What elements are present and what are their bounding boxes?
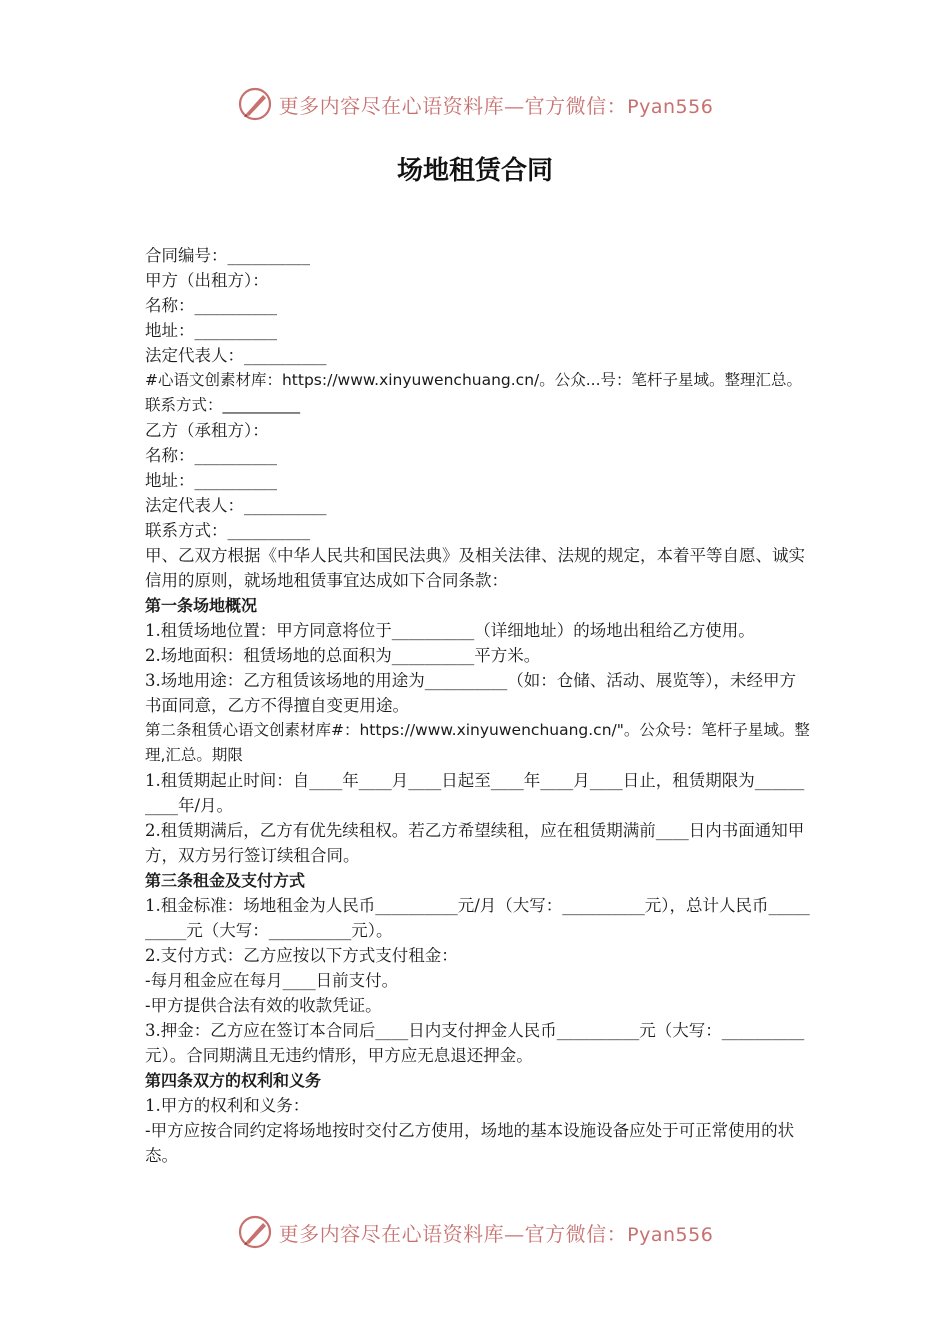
section-heading: 第一条场地概况 <box>145 596 258 615</box>
contract-line: 3.场地用途：乙方租赁该场地的用途为__________（如：仓储、活动、展览等），未经甲方书面同意，乙方不得擅自变更用途。 <box>145 671 796 715</box>
page-title: 场地租赁合同 <box>396 156 553 186</box>
contract-line: 地址：__________ <box>145 321 277 340</box>
contract-line: 乙方（承租方）： <box>145 421 269 440</box>
contract-line: 名称：__________ <box>145 446 277 465</box>
banner-text: 更多内容尽在心语资料库—官方微信：Pyan556 <box>278 93 714 118</box>
header-banner <box>0 82 950 126</box>
footer-banner <box>0 1210 950 1254</box>
watermark-note: #心语文创素材库：https://www.xinyuwenchuang.cn/。公众...号：笔杆子星域。整理汇总。联系方式：__________ <box>145 371 803 414</box>
contract-line: 地址：__________ <box>145 471 277 490</box>
contract-line: -甲方应按合同约定将场地按时交付乙方使用，场地的基本设施设备应处于可正常使用的状态。 <box>145 1121 795 1165</box>
pen-logo-icon <box>237 86 273 122</box>
contract-line: 合同编号：__________ <box>145 246 310 265</box>
section-heading: 第三条租金及支付方式 <box>145 871 306 890</box>
contract-body <box>145 243 810 1168</box>
contract-line: 法定代表人：__________ <box>145 496 327 515</box>
contract-line: -每月租金应在每月____日前支付。 <box>145 971 399 990</box>
contract-line: 1.甲方的权利和义务： <box>145 1096 310 1115</box>
contract-line: 联系方式：__________ <box>145 521 310 540</box>
contract-line: 2.支付方式：乙方应按以下方式支付租金： <box>145 946 458 965</box>
contract-line: 1.租赁期起止时间：自____年____月____日起至____年____月____日止，租赁期限为__________年/月。 <box>145 771 805 815</box>
contract-line: 2.租赁期满后，乙方有优先续租权。若乙方希望续租，应在租赁期满前____日内书面通知甲方，双方另行签订续租合同。 <box>145 821 805 865</box>
contract-line: -甲方提供合法有效的收款凭证。 <box>145 996 382 1015</box>
watermark-note: 第二条租赁心语文创素材库#：https://www.xinyuwenchuang.cn/"。公众号：笔杆子星域。整理,汇总。期限 <box>145 721 810 764</box>
contract-line: 甲、乙双方根据《中华人民共和国民法典》及相关法律、法规的规定，本着平等自愿、诚实信用的原则，就场地租赁事宜达成如下合同条款： <box>145 546 805 590</box>
contract-line: 3.押金：乙方应在签订本合同后____日内支付押金人民币__________元（大写：__________元）。合同期满且无违约情形，甲方应无息退还押金。 <box>145 1021 805 1065</box>
contract-line: 1.租赁场地位置：甲方同意将位于__________（详细地址）的场地出租给乙方使用。 <box>145 621 755 640</box>
contract-line: 2.场地面积：租赁场地的总面积为__________平方米。 <box>145 646 541 665</box>
pen-logo-icon <box>237 1214 273 1250</box>
section-heading: 第四条双方的权利和义务 <box>145 1071 322 1090</box>
contract-line: 1.租金标准：场地租金为人民币__________元/月（大写：__________元），总计人民币__________元（大写：__________元）。 <box>145 896 810 940</box>
contract-line: 名称：__________ <box>145 296 277 315</box>
banner-text: 更多内容尽在心语资料库—官方微信：Pyan556 <box>278 1221 714 1246</box>
contract-line: 法定代表人：__________ <box>145 346 327 365</box>
contract-line: 甲方（出租方）： <box>145 271 269 290</box>
